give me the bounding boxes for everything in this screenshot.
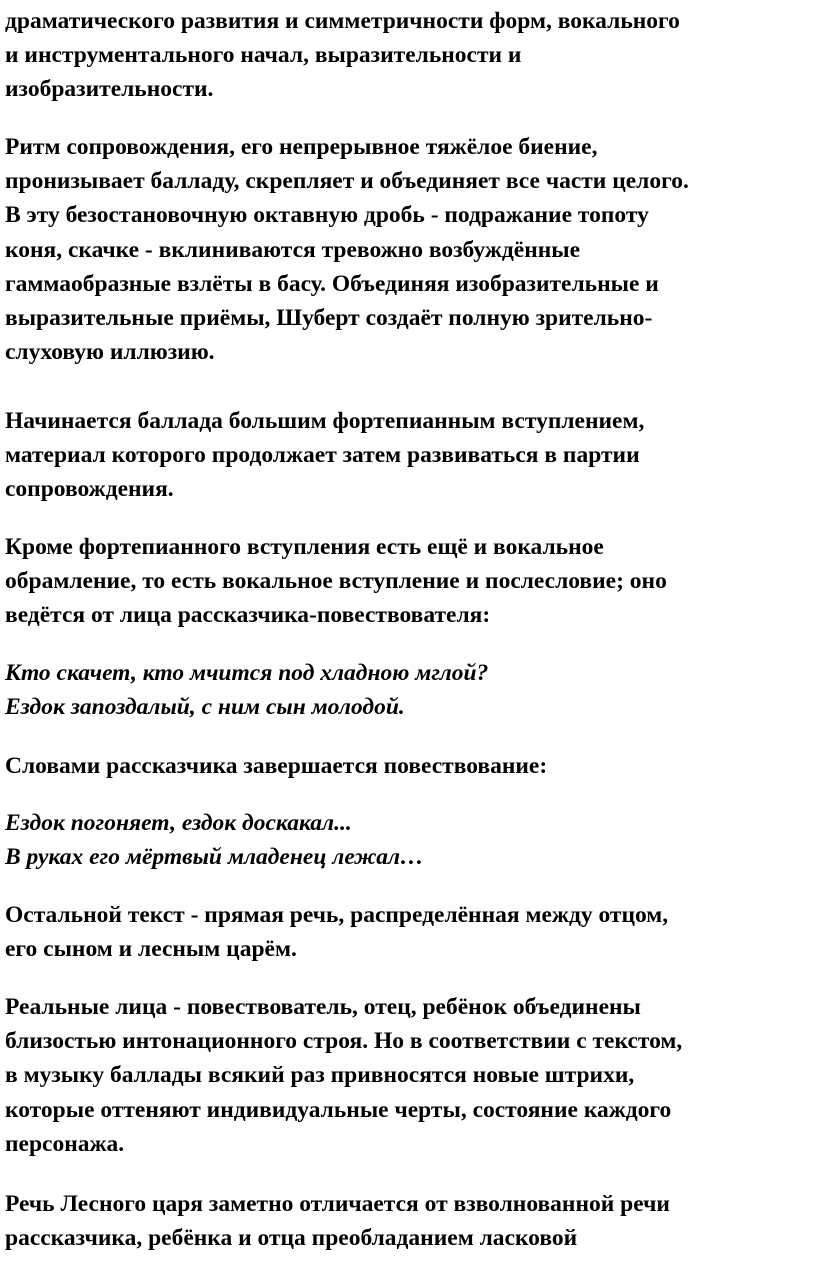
text-line: рассказчика, ребёнка и отца преобладанием ласковой — [5, 1225, 578, 1252]
text-line: коня, скачке - вклиниваются тревожно возбуждённые — [5, 236, 581, 263]
paragraph — [5, 1187, 811, 1255]
text-line: обрамление, то есть вокальное вступление и послесловие; оно — [5, 568, 667, 595]
text-line: изобразительности. — [5, 76, 214, 103]
verse-quote — [5, 656, 811, 724]
verse-line: Ездок запоздалый, с ним сын молодой. — [5, 694, 405, 721]
text-line: которые оттеняют индивидуальные черты, состояние каждого — [5, 1096, 672, 1123]
text-line: персонажа. — [5, 1130, 125, 1157]
text-line: драматического развития и симметричности форм, вокального — [5, 8, 680, 34]
text-line: сопровождения. — [5, 476, 174, 503]
text-line: Речь Лесного царя заметно отличается от взволнованной речи — [5, 1191, 670, 1217]
text-line: В эту безостановочную октавную дробь - подражание топоту — [5, 202, 649, 229]
text-line: в музыку баллады всякий раз привносятся новые штрихи, — [5, 1062, 635, 1089]
text-line: пронизывает балладу, скрепляет и объединяет все части целого. — [5, 168, 689, 195]
text-line: Реальные лица - повествователь, отец, ребёнок объединены — [5, 994, 641, 1020]
text-line: Словами рассказчика завершается повествование: — [5, 753, 548, 779]
text-line: гаммаобразные взлёты в басу. Объединяя изобразительные и — [5, 270, 659, 297]
paragraph — [5, 530, 811, 633]
text-line: Начинается баллада большим фортепианным вступлением, — [5, 408, 645, 434]
text-line: материал которого продолжает затем развиваться в партии — [5, 442, 640, 469]
paragraph — [5, 4, 811, 107]
text-line: слуховую иллюзию. — [5, 339, 215, 366]
paragraph — [5, 990, 811, 1161]
text-line: Остальной текст - прямая речь, распределённая между отцом, — [5, 902, 669, 928]
text-line: Кроме фортепианного вступления есть ещё и вокальное — [5, 534, 604, 560]
text-line: и инструментального начал, выразительности и — [5, 42, 522, 69]
verse-line: В руках его мёртвый младенец лежал… — [5, 844, 424, 871]
text-line: выразительные приёмы, Шуберт создаёт полную зрительно- — [5, 305, 653, 332]
text-line: близостью интонационного строя. Но в соответствии с текстом, — [5, 1028, 683, 1055]
paragraph — [5, 404, 811, 507]
text-line: его сыном и лесным царём. — [5, 936, 297, 963]
verse-quote — [5, 806, 811, 874]
paragraph — [5, 898, 811, 966]
text-line: Ритм сопровождения, его непрерывное тяжёлое биение, — [5, 134, 598, 160]
paragraph — [5, 749, 811, 783]
verse-line: Кто скачет, кто мчится под хладною мглой? — [5, 660, 489, 686]
paragraph — [5, 130, 811, 369]
verse-line: Ездок погоняет, ездок доскакал... — [5, 810, 352, 836]
text-line: ведётся от лица рассказчика-повествователя: — [5, 602, 491, 629]
